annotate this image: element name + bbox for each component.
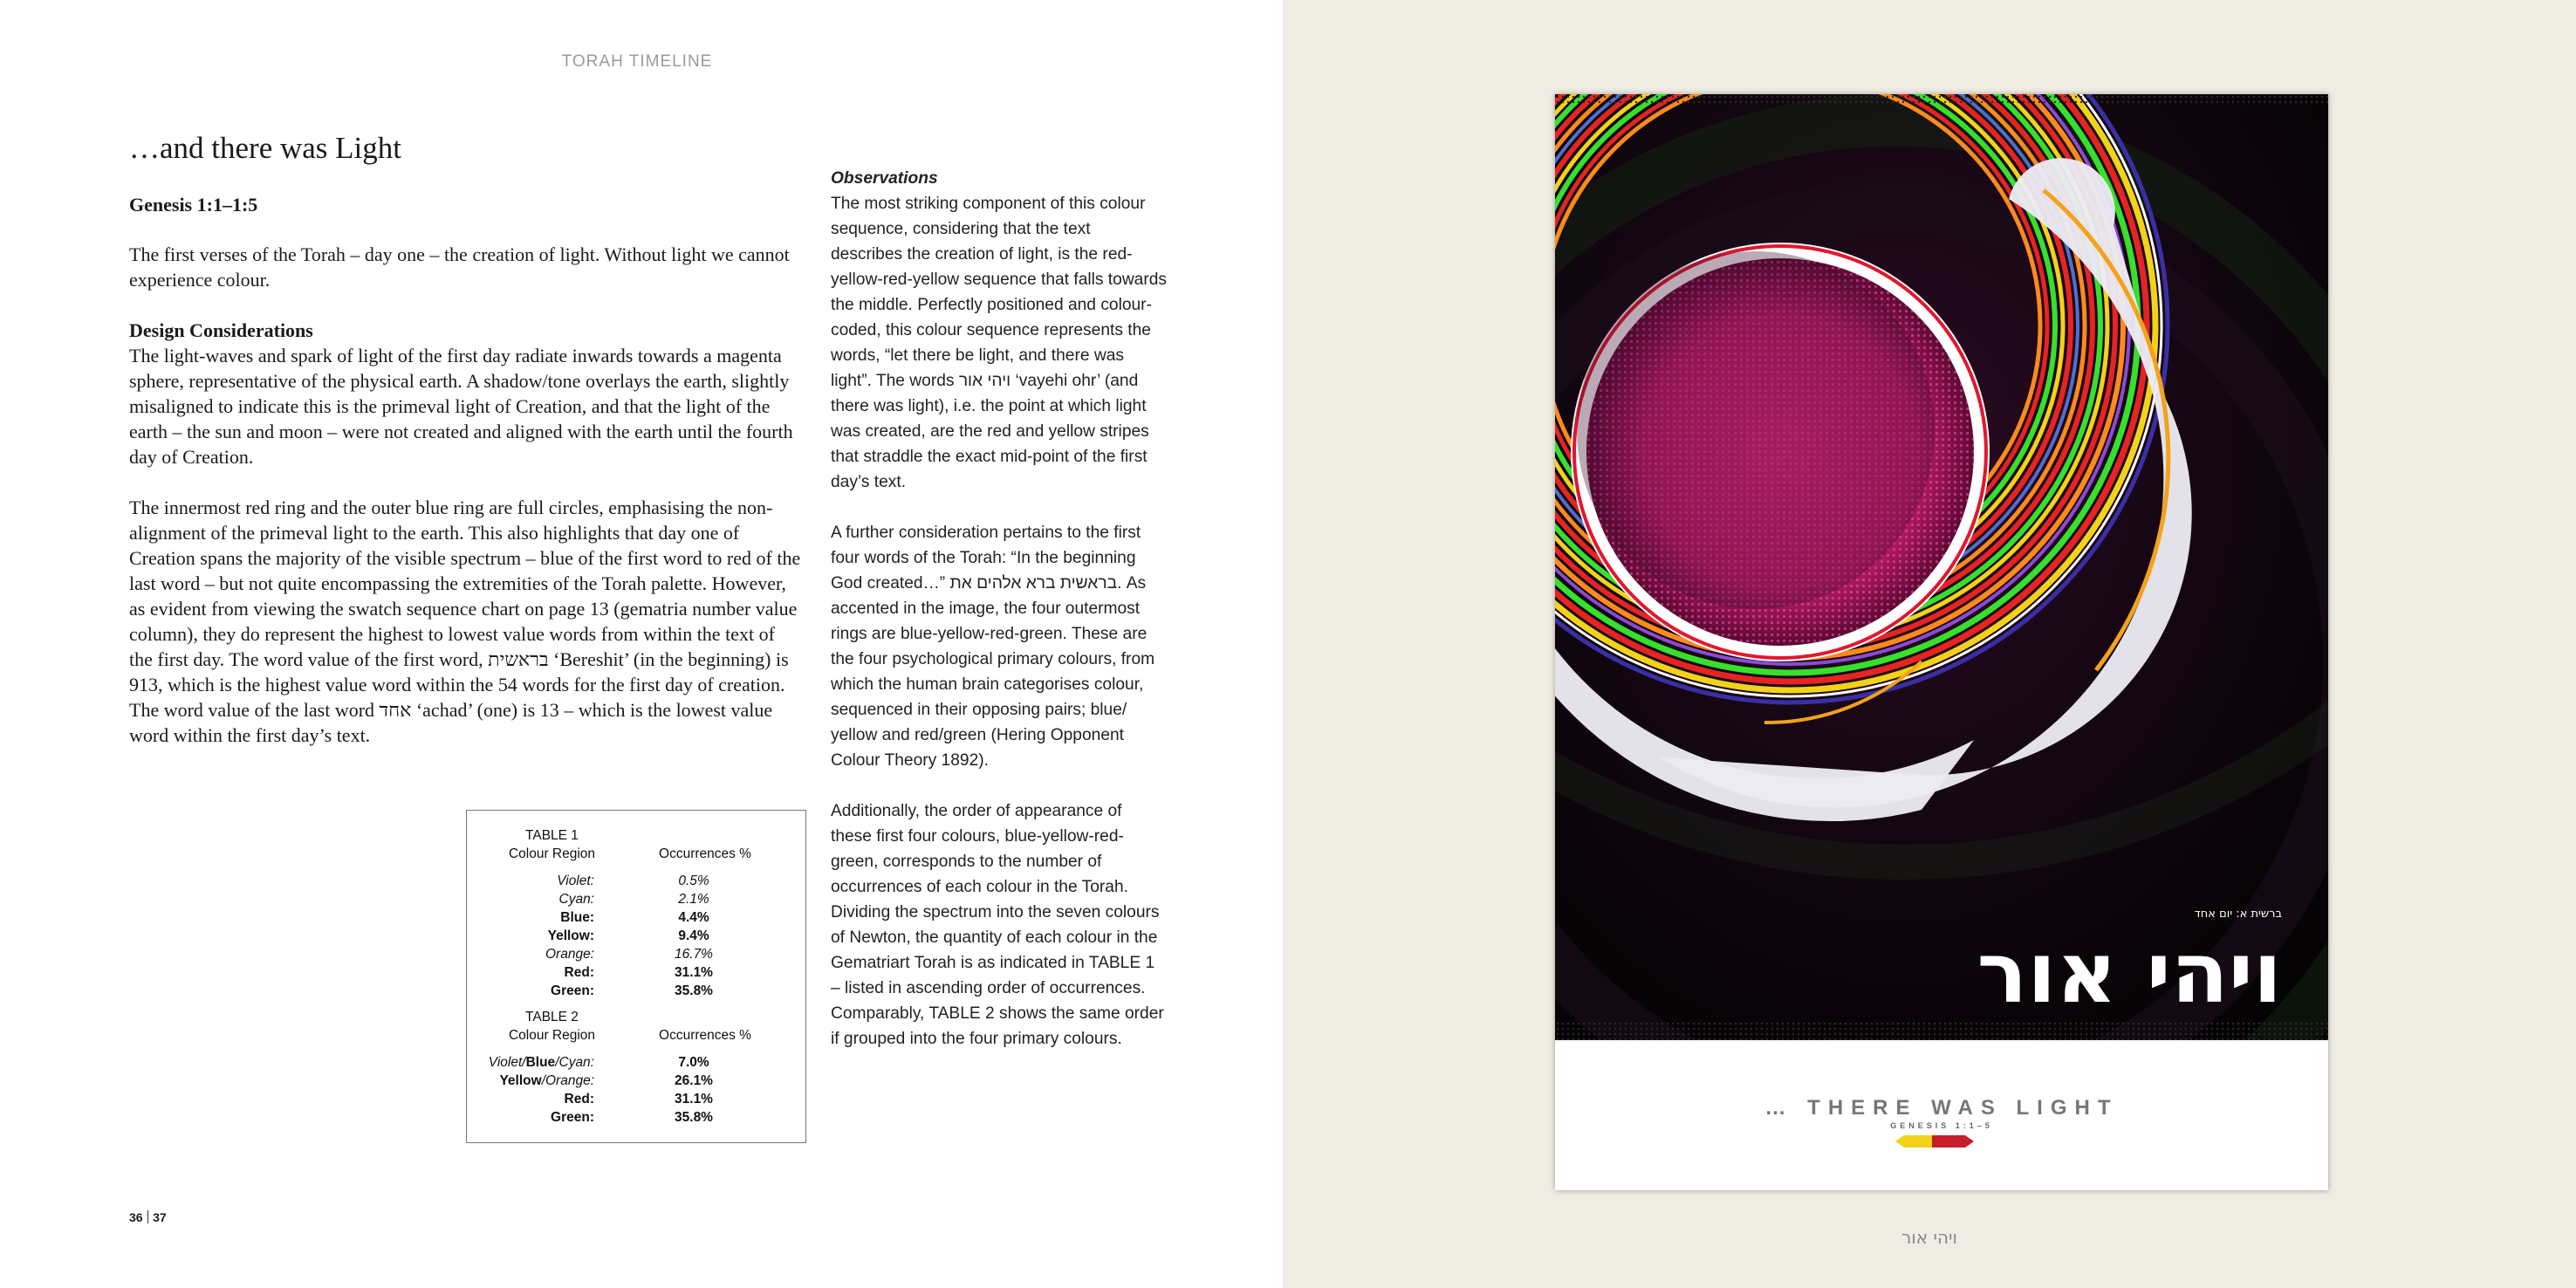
left-page	[0, 0, 1283, 1288]
poster-graphic	[1555, 94, 2328, 1190]
row-label: Blue:	[560, 910, 594, 925]
row-label: Red:	[564, 965, 594, 980]
label-part: Yellow	[499, 1073, 542, 1088]
table-row	[467, 874, 805, 892]
table1-title: TABLE 1	[525, 828, 579, 843]
table1-header-row	[467, 846, 805, 865]
intro-block	[129, 242, 801, 292]
running-head: TORAH TIMELINE	[561, 52, 713, 71]
table2-col2-header: Occurrences %	[659, 1028, 751, 1043]
row-label: Violet:	[557, 874, 594, 888]
poster-hebrew-title: ויהי אור	[1977, 924, 2282, 1022]
table-row	[467, 910, 805, 928]
table2-title: TABLE 2	[525, 1010, 579, 1024]
label-part: /Cyan:	[555, 1055, 594, 1070]
observations-heading: Observations	[831, 169, 938, 188]
table2-title-row	[467, 1010, 805, 1028]
row-value: 26.1%	[675, 1073, 713, 1088]
label-part: Blue	[525, 1055, 556, 1070]
row-value: 2.1%	[678, 892, 709, 907]
row-value: 31.1%	[675, 965, 713, 980]
table-row	[467, 1055, 805, 1073]
row-value: 35.8%	[675, 983, 713, 998]
row-label	[499, 1073, 594, 1089]
poster-artwork	[1555, 94, 2328, 1190]
folio-separator	[147, 1210, 149, 1223]
poster-english-subtitle: GENESIS 1:1–5	[1890, 1121, 1993, 1130]
page-title: …and there was Light	[129, 131, 401, 165]
row-label: Green:	[551, 983, 594, 998]
row-label: Yellow:	[547, 928, 594, 943]
label-part: Green:	[551, 1110, 594, 1125]
design-paragraph-2: The innermost red ring and the outer blue ring are full circles, emphasising the non-alignment of the primeval light to the earth. This also highlights that day one of Creation spans the majority of the visible spectrum – blue of the first word to red of the last word – but not quite encompassing the extremities of the Torah palette. However, as evident from viewing the swatch sequence chart on page 13 (gematria number value column), they do represent the highest to lowest value words from within the text of the first day. The word value of the first word, בראשית ‘Bereshit’ (in the beginning) is 913, which is the highest value word within the 54 words for the first day of creation. The word value of the last word אחד ‘achad’ (one) is 13 – which is the lowest value word within the first day’s text.	[129, 497, 801, 746]
table-row	[467, 1073, 805, 1092]
colour-tables-box	[466, 810, 806, 1143]
row-value: 9.4%	[678, 928, 709, 943]
label-part: Violet/	[488, 1055, 526, 1070]
table1-col2-header: Occurrences %	[659, 846, 751, 861]
poster-caption: ויהי אור	[1901, 1227, 1957, 1248]
table-row	[467, 983, 805, 1002]
folio	[129, 1210, 167, 1224]
row-value: 35.8%	[675, 1110, 713, 1125]
observations-paragraph-1: The most striking component of this colour sequence, considering that the text describes the creation of light, is the red-yellow-red-yellow sequence that falls towards the middle. Perfectly positioned and colour-coded, this colour sequence represents the words, “let there be light, and there was light”. The words ויהי אור ‘vayehi ohr’ (and there was light), i.e. the point at which light was created, are the red and yellow stripes that straddle the exact mid-point of the first day’s text.	[831, 195, 1167, 491]
design-heading: Design Considerations	[129, 319, 313, 341]
table1-title-row	[467, 828, 805, 846]
table-row	[467, 965, 805, 983]
label-part: /Orange:	[541, 1073, 594, 1088]
table2-col1-header: Colour Region	[508, 1028, 596, 1043]
row-value: 31.1%	[675, 1092, 713, 1106]
row-label: Cyan:	[558, 892, 594, 907]
row-value: 7.0%	[678, 1055, 709, 1070]
table-row	[467, 928, 805, 947]
design-block	[129, 318, 801, 469]
table1-col1-header: Colour Region	[508, 846, 596, 861]
row-value: 4.4%	[678, 910, 709, 925]
row-label: Orange:	[545, 947, 594, 962]
colour-swatch-bar	[1895, 1135, 1974, 1148]
table-row	[467, 1110, 805, 1128]
row-value: 16.7%	[675, 947, 713, 962]
label-part: Red:	[564, 1092, 594, 1106]
observations-paragraph-2: A further consideration pertains to the first four words of the Torah: “In the beginning God created…” בראשית ברא אלהים את. As accented in the image, the four outermost rings are blue-yellow-red-green. These are the four psychological primary colours, from which the human brain categorises colour, sequenced in their opposing pairs; blue/ yellow and red/green (Hering Opponent Colour Theory 1892).	[831, 524, 1155, 770]
row-label	[489, 1055, 594, 1071]
design-paragraph-1: The light-waves and spark of light of the first day radiate inwards towards a magenta sphere, representative of the physical earth. A shadow/tone overlays the earth, slightly misaligned to indicate this is the primeval light of Creation, and that the light of the earth – the sun and moon – were not created and aligned with the earth until the fourth day of Creation.	[129, 345, 793, 468]
observations-column	[831, 166, 1167, 1077]
poster-hebrew-subtitle: ברשית א: יום אחד	[2194, 908, 2282, 921]
poster-footer	[1555, 1096, 2328, 1130]
observations-paragraph-3: Additionally, the order of appearance of these first four colours, blue-yellow-red-green, corresponds to the number of occurrences of each colour in the Torah. Dividing the spectrum into the seven colours of Newton, the quantity of each colour in the Gematriart Torah is as indicated in TABLE 1 – listed in ascending order of occurrences. Comparably, TABLE 2 shows the same order if grouped into the four primary colours.	[831, 802, 1164, 1048]
folio-right: 37	[153, 1210, 167, 1224]
scripture-reference: Genesis 1:1–1:5	[129, 194, 258, 216]
table-row	[467, 892, 805, 910]
table-row	[467, 1092, 805, 1110]
table2-header-row	[467, 1028, 805, 1046]
row-label	[565, 1092, 594, 1107]
intro-paragraph: The first verses of the Torah – day one – the creation of light. Without light we cannot experience colour.	[129, 243, 790, 291]
table-row	[467, 947, 805, 965]
row-label	[551, 1110, 594, 1126]
row-value: 0.5%	[678, 874, 709, 888]
design-block-2	[129, 495, 801, 748]
poster-english-title: … THERE WAS LIGHT	[1764, 1096, 2119, 1120]
folio-left: 36	[129, 1210, 143, 1224]
